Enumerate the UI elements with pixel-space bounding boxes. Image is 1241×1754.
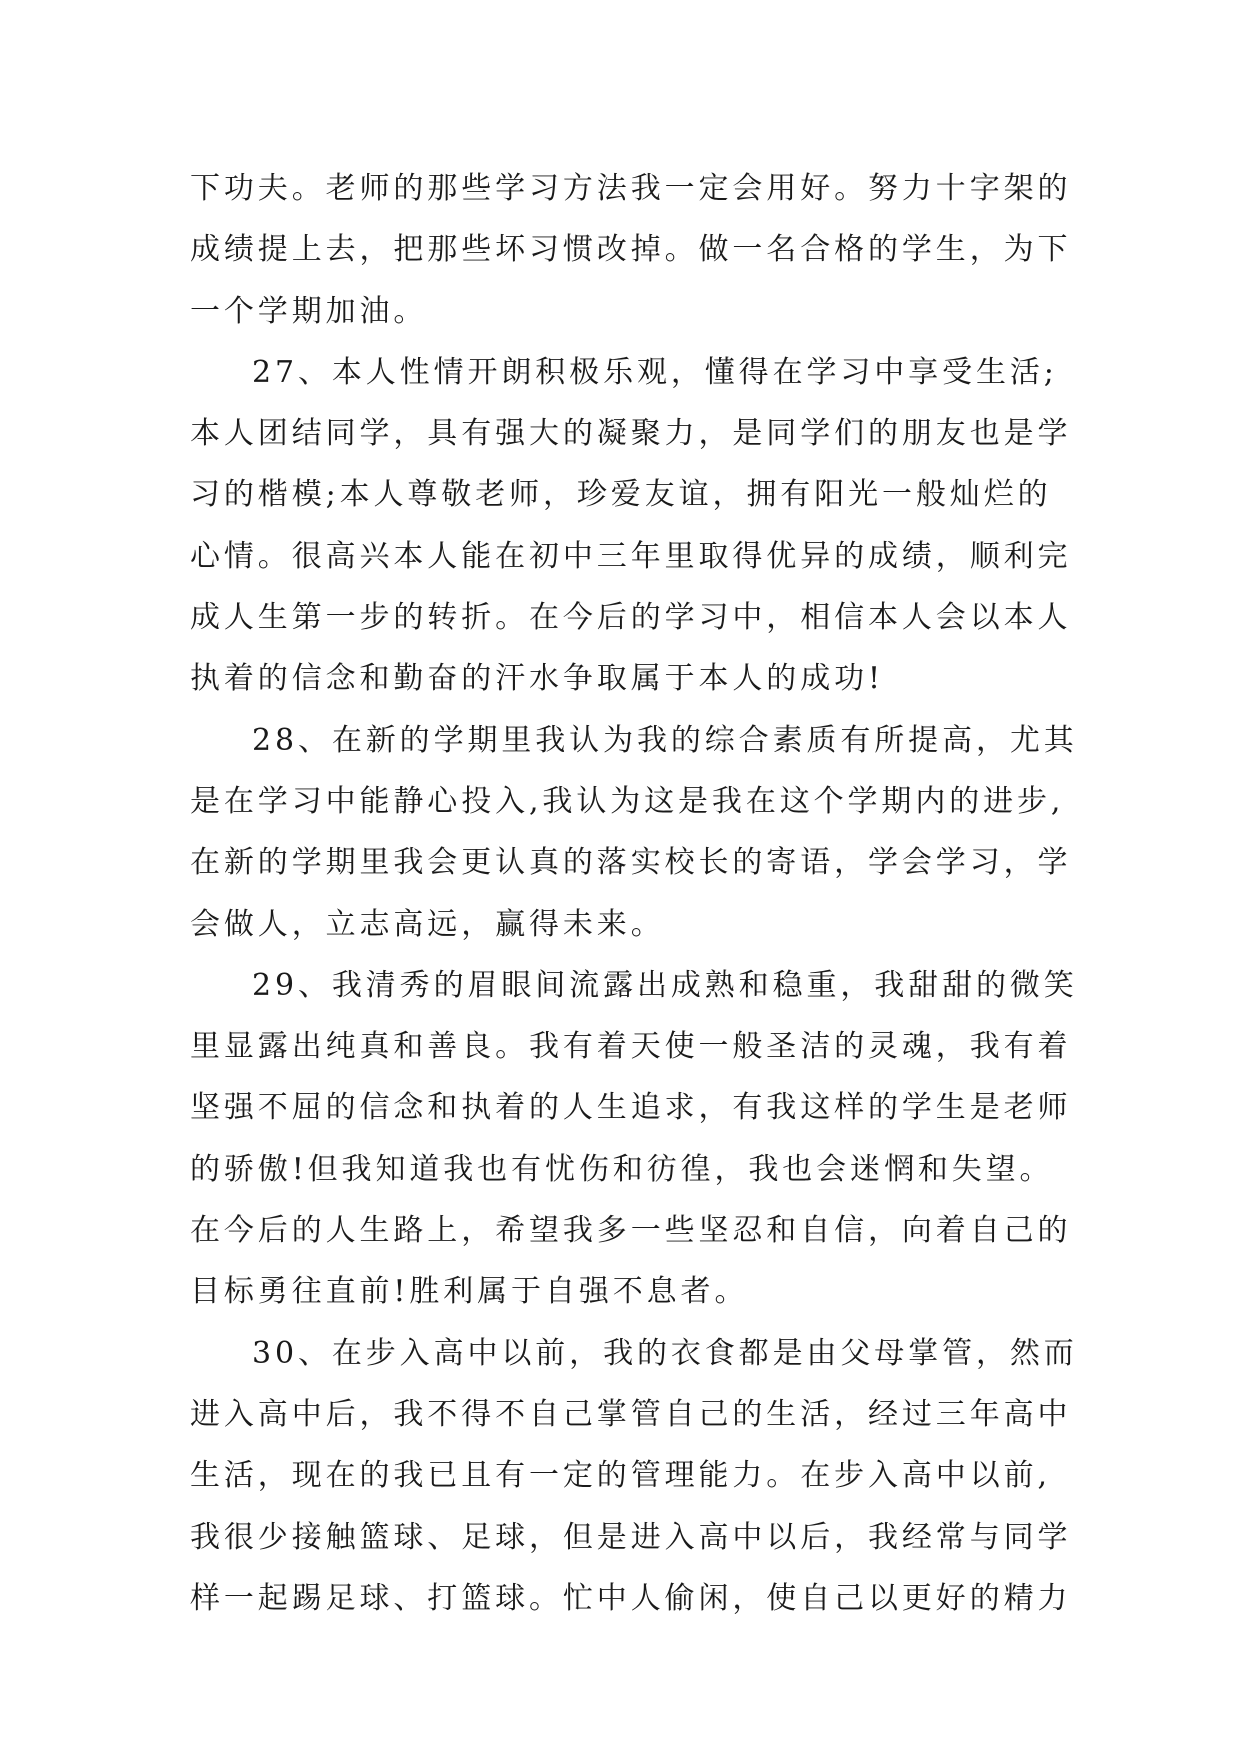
text-line: 习的楷模;本人尊敬老师，珍爱友谊，拥有阳光一般灿烂的: [190, 477, 1052, 513]
text-line: 成绩提上去，把那些坏习惯改掉。做一名合格的学生，为下: [190, 232, 1072, 268]
text-line: 在今后的人生路上，希望我多一些坚忍和自信，向着自己的: [190, 1213, 1072, 1249]
text-line: 执着的信念和勤奋的汗水争取属于本人的成功!: [190, 661, 884, 697]
paragraph-29: [190, 955, 1078, 1323]
text-line: 成人生第一步的转折。在今后的学习中，相信本人会以本人: [190, 600, 1072, 636]
paragraph-30: [190, 1323, 1078, 1629]
paragraph-27: [190, 342, 1072, 710]
text-line: 进入高中后，我不得不自己掌管自己的生活，经过三年高中: [190, 1396, 1072, 1432]
text-line: 30、在步入高中以前，我的衣食都是由父母掌管，然而: [252, 1335, 1078, 1371]
text-line: 28、在新的学期里我认为我的综合素质有所提高，尤其: [252, 722, 1078, 758]
text-line: 本人团结同学，具有强大的凝聚力，是同学们的朋友也是学: [190, 416, 1072, 452]
text-line: 样一起踢足球、打篮球。忙中人偷闲，使自己以更好的精力: [190, 1580, 1072, 1616]
text-line: 生活，现在的我已且有一定的管理能力。在步入高中以前,: [190, 1458, 1051, 1494]
paragraph-continuation: [190, 158, 1072, 342]
text-line: 29、我清秀的眉眼间流露出成熟和稳重，我甜甜的微笑: [252, 967, 1078, 1003]
text-line: 心情。很高兴本人能在初中三年里取得优异的成绩，顺利完: [190, 538, 1072, 574]
text-line: 目标勇往直前!胜利属于自强不息者。: [190, 1274, 749, 1310]
text-line: 坚强不屈的信念和执着的人生追求，有我这样的学生是老师: [190, 1090, 1072, 1126]
text-line: 在新的学期里我会更认真的落实校长的寄语，学会学习，学: [190, 845, 1072, 881]
text-line: 是在学习中能静心投入,我认为这是我在这个学期内的进步,: [190, 783, 1065, 819]
text-line: 的骄傲!但我知道我也有忧伤和彷徨，我也会迷惘和失望。: [190, 1151, 1054, 1187]
text-line: 下功夫。老师的那些学习方法我一定会用好。努力十字架的: [190, 171, 1072, 206]
text-line: 会做人，立志高远，赢得未来。: [190, 906, 665, 942]
text-line: 27、本人性情开朗积极乐观，懂得在学习中享受生活;: [252, 354, 1058, 390]
text-line: 我很少接触篮球、足球，但是进入高中以后，我经常与同学: [190, 1519, 1072, 1555]
text-line: 一个学期加油。: [190, 293, 428, 329]
document-body: [190, 158, 1078, 1629]
text-line: 里显露出纯真和善良。我有着天使一般圣洁的灵魂，我有着: [190, 1029, 1072, 1065]
paragraph-28: [190, 710, 1078, 955]
